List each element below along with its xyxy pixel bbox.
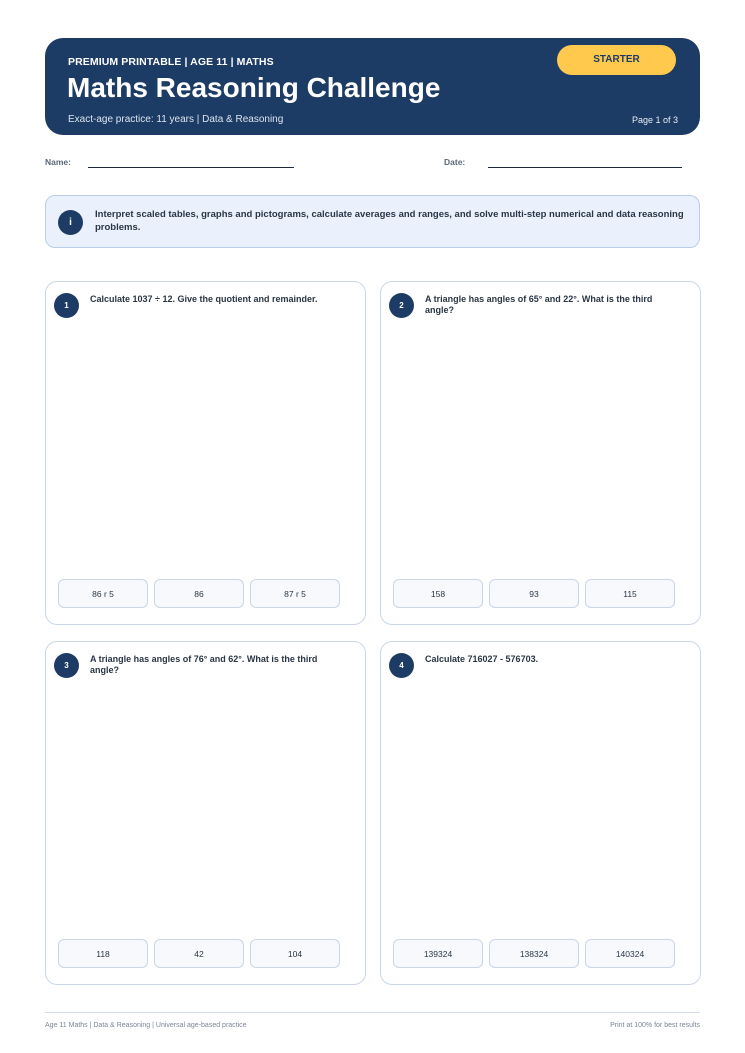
info-icon: i: [58, 210, 83, 235]
answer-options: [58, 939, 340, 968]
question-text: Calculate 1037 ÷ 12. Give the quotient and remainder.: [90, 294, 318, 304]
header-subtitle: Exact-age practice: 11 years | Data & Reasoning: [68, 114, 284, 125]
footer-divider: [45, 1012, 700, 1013]
question-card: [380, 281, 701, 625]
answer-options: [393, 579, 675, 608]
footer-left-text: Age 11 Maths | Data & Reasoning | Universal age-based practice: [45, 1022, 247, 1029]
answer-option[interactable]: 158: [393, 579, 483, 608]
level-badge: STARTER: [557, 45, 676, 75]
instructions-box: [45, 195, 700, 248]
answer-option[interactable]: 86: [154, 579, 244, 608]
answer-option[interactable]: 138324: [489, 939, 579, 968]
question-text: A triangle has angles of 76° and 62°. What is the third angle?: [90, 654, 318, 675]
answer-option[interactable]: 87 r 5: [250, 579, 340, 608]
answer-options: [58, 579, 340, 608]
question-number: 4: [389, 653, 414, 678]
question-number: 2: [389, 293, 414, 318]
answer-option[interactable]: 139324: [393, 939, 483, 968]
question-text: Calculate 716027 - 576703.: [425, 654, 539, 664]
header-kicker: PREMIUM PRINTABLE | AGE 11 | MATHS: [68, 56, 274, 68]
question-text: A triangle has angles of 65° and 22°. What is the third angle?: [425, 294, 653, 315]
question-card: [45, 641, 366, 985]
answer-option[interactable]: 42: [154, 939, 244, 968]
question-number: 1: [54, 293, 79, 318]
answer-option[interactable]: 104: [250, 939, 340, 968]
page-title: Maths Reasoning Challenge: [67, 72, 441, 103]
page-number: Page 1 of 3: [631, 115, 678, 125]
footer-right-text: Print at 100% for best results: [610, 1022, 700, 1029]
question-number: 3: [54, 653, 79, 678]
answer-option[interactable]: 118: [58, 939, 148, 968]
answer-option[interactable]: 93: [489, 579, 579, 608]
question-card: [45, 281, 366, 625]
question-card: [380, 641, 701, 985]
answer-option[interactable]: 86 r 5: [58, 579, 148, 608]
date-label: Date:: [444, 157, 466, 167]
date-field[interactable]: [488, 167, 682, 168]
answer-option[interactable]: 115: [585, 579, 675, 608]
instructions-text: Interpret scaled tables, graphs and pictograms, calculate averages and ranges, and solve multi-step numerical and data reasoning problems.: [95, 209, 684, 233]
answer-options: [393, 939, 675, 968]
answer-option[interactable]: 140324: [585, 939, 675, 968]
name-field[interactable]: [88, 167, 294, 168]
worksheet-header: [45, 38, 700, 135]
name-label: Name:: [45, 157, 71, 167]
